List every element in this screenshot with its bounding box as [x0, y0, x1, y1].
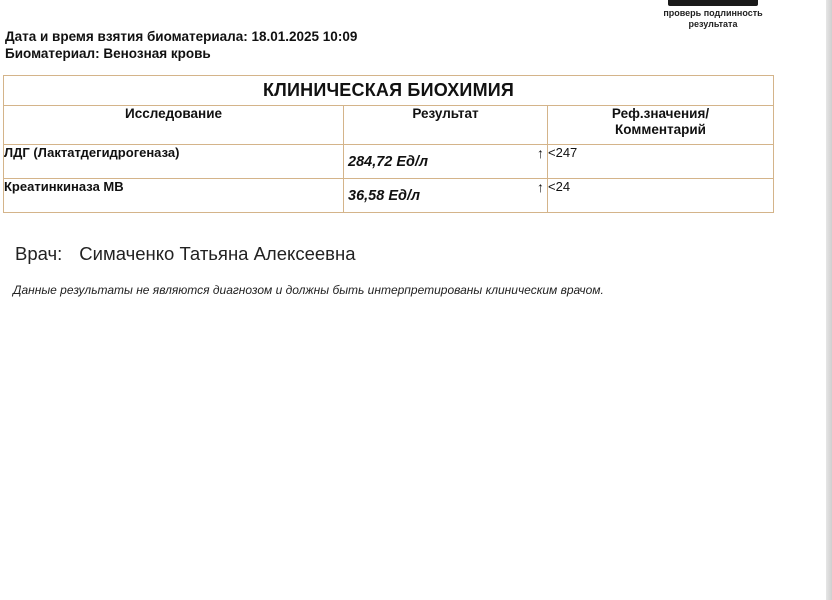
result-value: 36,58 Ед/л — [348, 188, 420, 204]
verification-block — [650, 0, 776, 30]
column-header-test: Исследование — [4, 106, 344, 145]
table-title: КЛИНИЧЕСКАЯ БИОХИМИЯ — [4, 76, 774, 106]
results-table — [3, 75, 774, 213]
verification-caption-2: результата — [688, 19, 738, 29]
doctor-label: Врач: — [15, 243, 63, 264]
result-cell — [344, 145, 548, 179]
result-cell — [344, 179, 548, 213]
column-header-reference-line2: Комментарий — [615, 122, 706, 137]
lab-logo — [650, 0, 776, 8]
table-row — [4, 179, 774, 213]
doctor-name: Симаченко Татьяна Алексеевна — [79, 243, 356, 264]
column-header-reference-line1: Реф.значения/ — [611, 106, 710, 121]
page-edge-shadow — [826, 0, 832, 600]
arrow-up-icon: ↑ — [537, 179, 544, 195]
sample-datetime: Дата и время взятия биоматериала: 18.01.2025 10:09 — [5, 29, 358, 44]
column-header-reference — [548, 106, 774, 145]
table-header-row — [4, 106, 774, 145]
disclaimer: Данные результаты не являются диагнозом и должны быть интерпретированы клиническим врачом. — [13, 283, 604, 297]
test-name: Креатинкиназа МВ — [4, 179, 344, 213]
reference-value: <24 — [548, 179, 774, 213]
test-name: ЛДГ (Лактатдегидрогеназа) — [4, 145, 344, 179]
result-value: 284,72 Ед/л — [348, 154, 429, 170]
arrow-up-icon: ↑ — [537, 145, 544, 161]
column-header-result: Результат — [344, 106, 548, 145]
biomaterial: Биоматериал: Венозная кровь — [5, 46, 211, 61]
table-row — [4, 145, 774, 179]
verification-caption-1: проверь подлинность — [663, 8, 763, 18]
doctor-line — [15, 243, 355, 265]
reference-value: <247 — [548, 145, 774, 179]
